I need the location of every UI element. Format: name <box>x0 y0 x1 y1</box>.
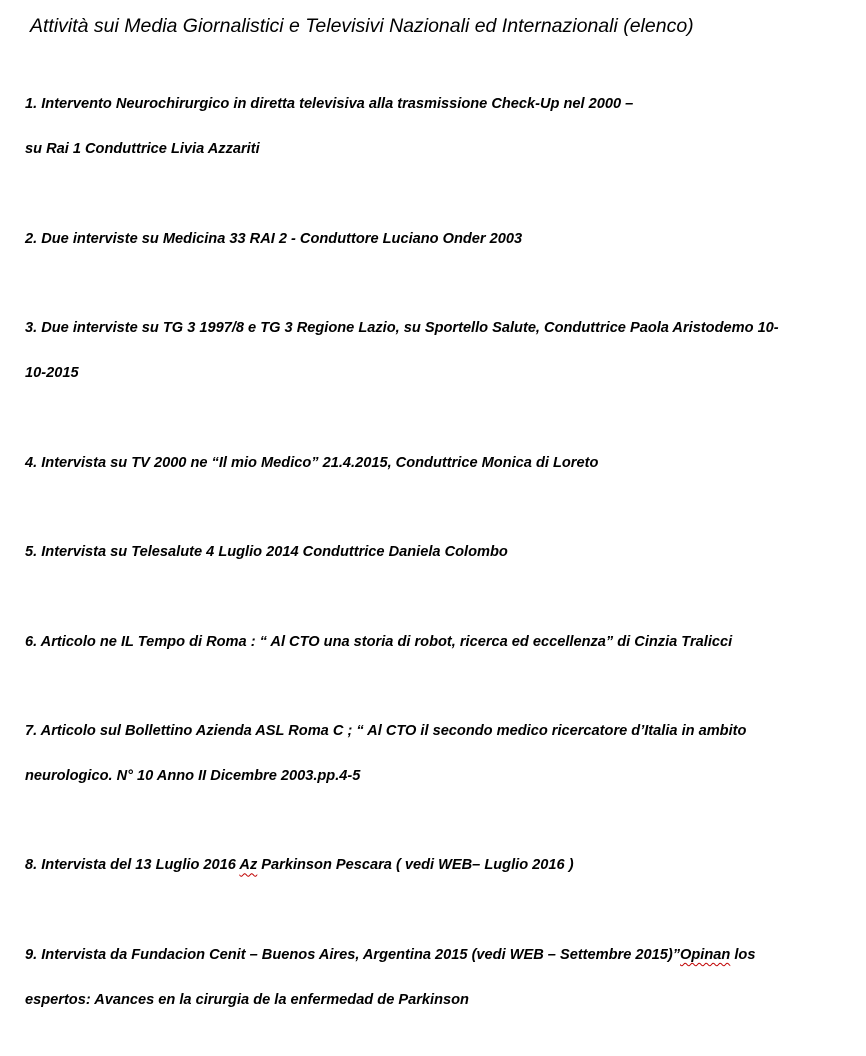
list-item <box>25 608 855 675</box>
spellcheck-flagged-word[interactable]: Az <box>239 857 258 874</box>
list-item <box>25 832 855 899</box>
list-item <box>25 698 855 810</box>
spellcheck-flagged-word[interactable]: Opinan <box>680 946 731 963</box>
document-title: Attività sui Media Giornalistici e Televisivi Nazionali ed Internazionali (elenco) <box>30 15 694 37</box>
entry-line: 4. Intervista su TV 2000 ne “Il mio Medico” 21.4.2015, Conduttrice Monica di Loreto <box>25 454 599 471</box>
entry-line: 10-2015 <box>25 365 79 382</box>
entry-line: neurologico. N° 10 Anno II Dicembre 2003.pp.4-5 <box>25 767 361 784</box>
list-item <box>25 205 855 272</box>
entry-line <box>25 854 855 876</box>
entry-line: espertos: Avances en la cirurgia de la enfermedad de Parkinson <box>25 991 469 1008</box>
entry-line: 6. Articolo ne IL Tempo di Roma : “ Al CTO una storia di robot, ricerca ed eccellenza” di Cinzia Tralicci <box>25 633 733 650</box>
entry-text: los <box>730 946 756 963</box>
list-item <box>25 71 855 183</box>
entry-line: 2. Due interviste su Medicina 33 RAI 2 - Conduttore Luciano Onder 2003 <box>25 230 523 247</box>
entry-line <box>25 944 855 966</box>
list-item <box>25 922 855 1034</box>
entry-line: 1. Intervento Neurochirurgico in diretta televisiva alla trasmissione Check-Up nel 2000 – <box>25 96 634 113</box>
entry-text: 9. Intervista da Fundacion Cenit – Buenos Aires, Argentina 2015 (vedi WEB – Settembre 2015)” <box>25 946 681 963</box>
list-item <box>25 295 855 407</box>
media-activity-list <box>25 71 855 1056</box>
list-item <box>25 519 855 586</box>
entry-text: Parkinson Pescara ( vedi WEB– Luglio 2016 ) <box>257 857 574 874</box>
entry-line: 3. Due interviste su TG 3 1997/8 e TG 3 Regione Lazio, su Sportello Salute, Conduttrice Paola Aristodemo 10- <box>25 320 779 337</box>
entry-text: 8. Intervista del 13 Luglio 2016 <box>25 857 240 874</box>
entry-line: su Rai 1 Conduttrice Livia Azzariti <box>25 141 260 158</box>
list-item <box>25 429 855 496</box>
entry-line: 5. Intervista su Telesalute 4 Luglio 2014 Conduttrice Daniela Colombo <box>25 544 508 561</box>
entry-line: 7. Articolo sul Bollettino Azienda ASL Roma C ; “ Al CTO il secondo medico ricercatore d’Italia in ambito <box>25 723 747 740</box>
